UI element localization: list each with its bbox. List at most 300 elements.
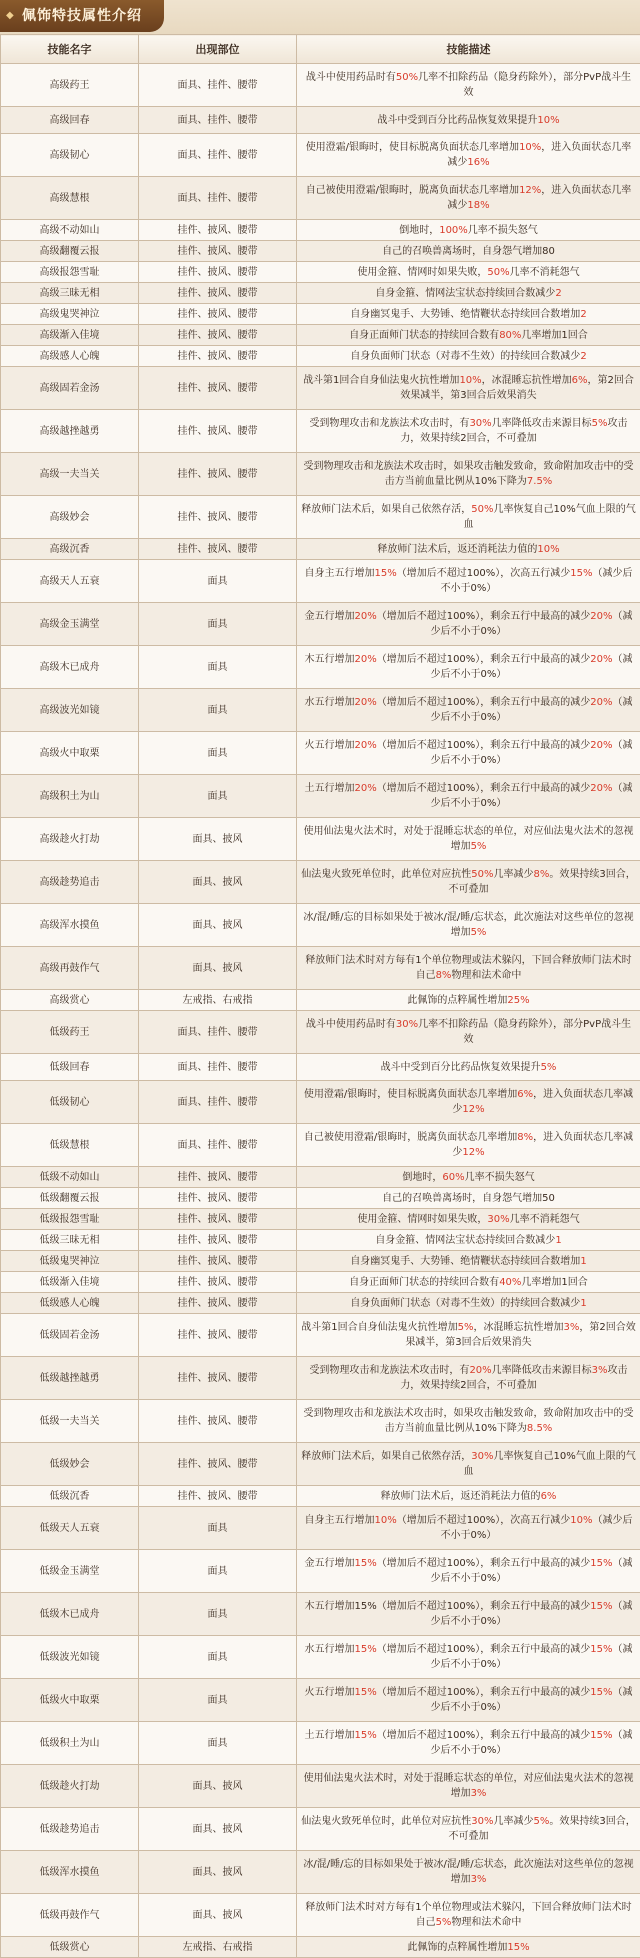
table-row [1,1357,640,1400]
table-row [1,1765,640,1808]
table-row [1,1851,640,1894]
skill-description [297,1593,640,1636]
highlight-value: 15% [590,1558,612,1569]
description-text: 受到物理攻击和龙族法术攻击时，有 [309,1365,469,1376]
description-text: 物理和法术命中 [451,970,521,981]
highlight-value: 6% [517,1089,533,1100]
highlight-value: 15% [590,1730,612,1741]
description-text: 自己的召唤兽离场时，自身怨气增加50 [382,1193,555,1204]
description-text: 几率不消耗怨气 [510,1214,580,1225]
skill-description [297,220,640,241]
highlight-value: 30% [487,1214,509,1225]
highlight-value: 25% [507,995,529,1006]
skill-location: 左戒指、右戒指 [139,990,297,1011]
highlight-value: 15% [590,1644,612,1655]
highlight-value: 15% [590,1601,612,1612]
skill-description [297,1054,640,1081]
skill-location: 挂件、披风、腰带 [139,1400,297,1443]
description-text: （减少后不小于0%） [431,783,633,809]
description-text: （增加后不超过100%），剩余五行中最高的减少 [377,740,591,751]
skill-name: 高级妙会 [1,496,139,539]
skill-location: 挂件、披风、腰带 [139,283,297,304]
description-text: 攻击力，效果持续2回合，不可叠加 [400,1365,627,1391]
description-text: 几率减少 [493,869,533,880]
description-text: 受到物理攻击和龙族法术攻击时，有 [309,418,469,429]
table-row [1,177,640,220]
header-skill-name: 技能名字 [1,35,139,64]
skill-name: 低级一夫当关 [1,1400,139,1443]
skill-description [297,1550,640,1593]
table-row [1,1679,640,1722]
highlight-value: 5% [471,927,487,938]
description-text: 倒地时， [402,1172,442,1183]
title-bar [0,0,640,34]
skill-location: 面具 [139,1507,297,1550]
description-text: 倒地时， [399,225,439,236]
skill-description [297,1486,640,1507]
skill-name: 高级金玉满堂 [1,603,139,646]
skill-name: 高级鬼哭神泣 [1,304,139,325]
description-text: 冰/混/睡/忘的目标如果处于被冰/混/睡/忘状态，此次施法对这些单位的忽视增加 [303,912,633,938]
skill-description [297,1272,640,1293]
skill-description [297,346,640,367]
table-row [1,220,640,241]
highlight-value: 15% [374,568,396,579]
skill-description [297,732,640,775]
highlight-value: 20% [354,697,376,708]
highlight-value: 20% [354,740,376,751]
description-text: 水五行增加 [304,1644,354,1655]
highlight-value: 20% [590,654,612,665]
highlight-value: 30% [471,1451,493,1462]
highlight-value: 20% [590,783,612,794]
skill-description [297,325,640,346]
description-text: 战斗中受到百分比药品恢复效果提升 [381,1062,541,1073]
skill-name: 高级渐入佳境 [1,325,139,346]
skill-description [297,1443,640,1486]
skill-name: 低级慧根 [1,1124,139,1167]
skill-location: 挂件、披风、腰带 [139,346,297,367]
skill-location: 面具、挂件、腰带 [139,1124,297,1167]
skill-description [297,134,640,177]
description-text: 自身负面师门状态（对毒不生效）的持续回合数减少 [350,351,580,362]
description-text: 受到物理攻击和龙族法术攻击时，如果攻击触发致命，致命附加攻击中的受击方当前血量比例从10%下降为 [304,1408,634,1434]
skill-location: 面具、披风 [139,904,297,947]
description-text: 此佩饰的点粹属性增加 [407,995,507,1006]
skill-description [297,177,640,220]
description-text: 仙法鬼火致死单位时，此单位对应抗性 [301,1816,471,1827]
skill-location: 挂件、披风、腰带 [139,1209,297,1230]
description-text: 物理和法术命中 [451,1917,521,1928]
skill-table [0,34,640,1958]
skill-description [297,1314,640,1357]
skill-description [297,1124,640,1167]
description-text: 几率恢复自己10%气血上限的气血 [464,1451,636,1477]
description-text: 使用金箍、情网时如果失败， [357,1214,487,1225]
description-text: 战斗第1回合自身仙法鬼火抗性增加 [301,1322,457,1333]
skill-name: 高级火中取栗 [1,732,139,775]
description-text: 使用澄霜/银晦时，使目标脱离负面状态几率增加 [306,142,519,153]
table-row [1,1124,640,1167]
table-row [1,1937,640,1958]
skill-location: 挂件、披风、腰带 [139,1167,297,1188]
skill-description [297,283,640,304]
skill-name: 低级木已成舟 [1,1593,139,1636]
skill-description [297,1808,640,1851]
highlight-value: 5% [533,1816,549,1827]
skill-location: 面具、披风 [139,1851,297,1894]
description-text: （增加后不超过100%），剩余五行中最高的减少 [377,697,591,708]
skill-name: 高级趁势追击 [1,861,139,904]
highlight-value: 7.5% [527,476,552,487]
table-row [1,1808,640,1851]
table-row [1,410,640,453]
highlight-value: 30% [471,1816,493,1827]
description-text: ，进入负面状态几率减少 [452,1132,633,1158]
highlight-value: 16% [467,157,489,168]
skill-name: 低级固若金汤 [1,1314,139,1357]
description-text: 自身正面师门状态的持续回合数有 [349,1277,499,1288]
table-row [1,1167,640,1188]
description-text: 战斗中使用药品时有 [306,72,396,83]
description-text: （减少后不小于0%） [431,1730,633,1756]
skill-description [297,1400,640,1443]
skill-description [297,1188,640,1209]
skill-description [297,990,640,1011]
skill-location: 挂件、披风、腰带 [139,453,297,496]
description-text: 几率不扣除药品（隐身药除外），部分PvP战斗生效 [418,72,631,98]
description-text: ，进入负面状态几率减少 [447,185,631,211]
skill-location: 面具、披风 [139,861,297,904]
description-text: （增加后不超过100%），剩余五行中最高的减少 [377,654,591,665]
description-text: 几率恢复自己10%气血上限的气血 [464,504,636,530]
skill-location: 面具 [139,1679,297,1722]
description-text: 释放师门法术后，如果自己依然存活， [301,504,471,515]
highlight-value: 10% [537,115,559,126]
skill-name: 低级趁势追击 [1,1808,139,1851]
skill-name: 低级趁火打劫 [1,1765,139,1808]
skill-location: 挂件、披风、腰带 [139,1251,297,1272]
skill-name: 低级天人五衰 [1,1507,139,1550]
skill-description [297,1937,640,1958]
description-text: 土五行增加 [304,1730,354,1741]
skill-name: 低级回春 [1,1054,139,1081]
skill-description [297,689,640,732]
skill-location: 挂件、披风、腰带 [139,220,297,241]
highlight-value: 20% [590,740,612,751]
table-row [1,134,640,177]
description-text: 自身正面师门状态的持续回合数有 [349,330,499,341]
skill-description [297,1357,640,1400]
table-row [1,947,640,990]
skill-name: 低级渐入佳境 [1,1272,139,1293]
highlight-value: 20% [590,697,612,708]
description-text: 几率不损失怒气 [468,225,538,236]
description-text: 金五行增加 [304,611,354,622]
highlight-value: 8% [517,1132,533,1143]
highlight-value: 3% [471,1788,487,1799]
description-text: （增加后不超过100%），剩余五行中最高的减少 [377,1730,591,1741]
table-row [1,818,640,861]
skill-description [297,646,640,689]
skill-location: 面具 [139,603,297,646]
description-text: 自身金箍、情网法宝状态持续回合数减少 [375,288,555,299]
highlight-value: 12% [462,1147,484,1158]
table-row [1,367,640,410]
highlight-value: 100% [439,225,468,236]
skill-location: 面具、挂件、腰带 [139,134,297,177]
skill-location: 面具、披风 [139,818,297,861]
skill-description [297,603,640,646]
highlight-value: 5% [592,418,608,429]
table-row [1,283,640,304]
table-row [1,1550,640,1593]
description-text: 自身主五行增加 [304,568,374,579]
skill-description [297,947,640,990]
skill-name: 低级报怨雪耻 [1,1209,139,1230]
table-row [1,603,640,646]
table-row [1,262,640,283]
skill-location: 面具、披风 [139,1808,297,1851]
skill-name: 低级再鼓作气 [1,1894,139,1937]
skill-description [297,241,640,262]
description-text: （减少后不小于0%） [431,611,633,637]
page-title: ◆ 佩饰特技属性介绍 [0,0,164,32]
description-text: 自身负面师门状态（对毒不生效）的持续回合数减少 [350,1298,580,1309]
skill-name: 高级波光如镜 [1,689,139,732]
description-text: 几率增加1回合 [521,1277,587,1288]
table-row [1,1272,640,1293]
highlight-value: 20% [354,611,376,622]
table-header-row [1,35,640,64]
table-row [1,304,640,325]
skill-location: 面具、挂件、腰带 [139,177,297,220]
description-text: 此佩饰的点粹属性增加 [407,1942,507,1953]
description-text: 自己被使用澄霜/银晦时，脱离负面状态几率增加 [306,185,519,196]
description-text: 自身金箍、情网法宝状态持续回合数减少 [375,1235,555,1246]
description-text: 水五行增加 [304,697,354,708]
highlight-value: 5% [436,1917,452,1928]
table-row [1,1507,640,1550]
highlight-value: 3% [564,1322,580,1333]
skill-description [297,1507,640,1550]
skill-name: 高级三昧无相 [1,283,139,304]
skill-location: 挂件、披风、腰带 [139,304,297,325]
highlight-value: 12% [519,185,541,196]
description-text: （增加后不超过100%），剩余五行中最高的减少 [377,783,591,794]
skill-name: 高级韧心 [1,134,139,177]
highlight-value: 20% [354,783,376,794]
description-text: 土五行增加 [304,783,354,794]
description-text: 释放师门法术后，返还消耗法力值的 [381,1491,541,1502]
description-text: 使用澄霜/银晦时，使目标脱离负面状态几率增加 [304,1089,517,1100]
description-text: 战斗第1回合自身仙法鬼火抗性增加 [303,375,459,386]
skill-description [297,1011,640,1054]
description-text: 释放师门法术后，如果自己依然存活， [301,1451,471,1462]
table-row [1,1636,640,1679]
skill-name: 高级趁火打劫 [1,818,139,861]
skill-description [297,1722,640,1765]
table-row [1,1054,640,1081]
description-text: 。效果持续3回合，不可叠加 [449,1816,636,1842]
skill-name: 高级木已成舟 [1,646,139,689]
skill-description [297,1636,640,1679]
skill-description [297,1081,640,1124]
skill-location: 面具 [139,1636,297,1679]
skill-description [297,818,640,861]
description-text: （减少后不小于0%） [431,1687,633,1713]
skill-name: 高级固若金汤 [1,367,139,410]
skill-name: 高级沉香 [1,539,139,560]
highlight-value: 5% [471,841,487,852]
description-text: 几率减少 [493,1816,533,1827]
highlight-value: 15% [354,1687,376,1698]
skill-name: 高级感人心魄 [1,346,139,367]
skill-name: 低级三昧无相 [1,1230,139,1251]
highlight-value: 1 [555,1235,561,1246]
highlight-value: 1 [580,1298,586,1309]
skill-location: 面具 [139,646,297,689]
skill-name: 低级感人心魄 [1,1293,139,1314]
description-text: （减少后不小于0%） [431,654,633,680]
highlight-value: 15% [570,568,592,579]
table-row [1,1209,640,1230]
skill-name: 低级越挫越勇 [1,1357,139,1400]
skill-location: 面具、披风 [139,1765,297,1808]
description-text: （减少后不小于0%） [431,740,633,766]
skill-description [297,539,640,560]
skill-name: 高级赏心 [1,990,139,1011]
skill-name: 高级回春 [1,107,139,134]
table-row [1,241,640,262]
description-text: 战斗中使用药品时有 [306,1019,396,1030]
skill-location: 挂件、披风、腰带 [139,496,297,539]
description-text: 受到物理攻击和龙族法术攻击时，如果攻击触发致命，致命附加攻击中的受击方当前血量比例从10%下降为 [304,461,634,487]
description-text: 冰/混/睡/忘的目标如果处于被冰/混/睡/忘状态，此次施法对这些单位的忽视增加 [303,1859,633,1885]
highlight-value: 8% [533,869,549,880]
skill-location: 挂件、披风、腰带 [139,262,297,283]
highlight-value: 20% [469,1365,491,1376]
skill-name: 高级浑水摸鱼 [1,904,139,947]
skill-description [297,861,640,904]
description-text: ，冰混睡忘抗性增加 [482,375,572,386]
description-text: 几率不损失怒气 [465,1172,535,1183]
description-text: 使用仙法鬼火法术时，对处于混睡忘状态的单位，对应仙法鬼火法术的忽视增加 [304,826,634,852]
highlight-value: 3% [592,1365,608,1376]
skill-description [297,1230,640,1251]
highlight-value: 15% [590,1687,612,1698]
skill-location: 左戒指、右戒指 [139,1937,297,1958]
highlight-value: 30% [469,418,491,429]
table-row [1,1722,640,1765]
skill-location: 面具、挂件、腰带 [139,1081,297,1124]
description-text: （减少后不小于0%） [441,568,633,594]
skill-description [297,1765,640,1808]
highlight-value: 20% [590,611,612,622]
skill-description [297,304,640,325]
description-text: （增加后不超过100%），次高五行减少 [397,1515,571,1526]
description-text: 自身幽冥鬼手、大势锤、绝情鞭状态持续回合数增加 [350,309,580,320]
description-text: 战斗中受到百分比药品恢复效果提升 [377,115,537,126]
table-row [1,496,640,539]
skill-description [297,775,640,818]
highlight-value: 12% [462,1104,484,1115]
skill-name: 低级韧心 [1,1081,139,1124]
table-row [1,453,640,496]
description-text: ，进入负面状态几率减少 [452,1089,633,1115]
table-row [1,1081,640,1124]
skill-name: 高级天人五衰 [1,560,139,603]
description-text: 木五行增加15%（增加后不超过100%），剩余五行中最高的减少 [304,1601,590,1612]
description-text: 释放师门法术时对方每有1个单位物理或法术躲闪，下回合释放师门法术时自己 [305,1902,631,1928]
description-text: （减少后不小于0%） [431,1558,633,1584]
skill-location: 挂件、披风、腰带 [139,1357,297,1400]
skill-location: 挂件、披风、腰带 [139,367,297,410]
skill-location: 挂件、披风、腰带 [139,1230,297,1251]
highlight-value: 6% [572,375,588,386]
skill-name: 低级妙会 [1,1443,139,1486]
description-text: 火五行增加 [304,1687,354,1698]
skill-description [297,1167,640,1188]
description-text: （增加后不超过100%），剩余五行中最高的减少 [377,1558,591,1569]
skill-location: 挂件、披风、腰带 [139,325,297,346]
skill-description [297,904,640,947]
description-text: 使用仙法鬼火法术时，对处于混睡忘状态的单位，对应仙法鬼火法术的忽视增加 [304,1773,634,1799]
description-text: （增加后不超过100%），剩余五行中最高的减少 [377,1687,591,1698]
table-row [1,861,640,904]
skill-location: 面具、披风 [139,1894,297,1937]
highlight-value: 10% [459,375,481,386]
highlight-value: 50% [487,267,509,278]
skill-description [297,1293,640,1314]
highlight-value: 50% [471,869,493,880]
highlight-value: 30% [396,1019,418,1030]
skill-location: 面具、披风 [139,947,297,990]
description-text: 火五行增加 [304,740,354,751]
highlight-value: 15% [354,1558,376,1569]
table-row [1,539,640,560]
highlight-value: 1 [580,1256,586,1267]
description-text: 自己被使用澄霜/银晦时，脱离负面状态几率增加 [304,1132,517,1143]
table-row [1,107,640,134]
table-row [1,1593,640,1636]
skill-location: 面具 [139,560,297,603]
skill-description [297,1851,640,1894]
description-text: 释放师门法术后，返还消耗法力值的 [377,544,537,555]
skill-description [297,453,640,496]
highlight-value: 2 [580,309,586,320]
header-description: 技能描述 [297,35,640,64]
description-text: 释放师门法术时对方每有1个单位物理或法术躲闪，下回合释放师门法术时自己 [305,955,631,981]
skill-location: 面具、挂件、腰带 [139,1011,297,1054]
highlight-value: 18% [467,200,489,211]
table-row [1,1251,640,1272]
highlight-value: 3% [471,1874,487,1885]
skill-location: 挂件、披风、腰带 [139,241,297,262]
description-text: ，第2回合效果减半，第3回合后效果消失 [400,375,634,401]
skill-location: 挂件、披风、腰带 [139,1314,297,1357]
table-body [1,64,640,1958]
table-row [1,560,640,603]
skill-name: 低级金玉满堂 [1,1550,139,1593]
header-location: 出现部位 [139,35,297,64]
table-row [1,1011,640,1054]
highlight-value: 10% [570,1515,592,1526]
table-row [1,1894,640,1937]
table-row [1,1400,640,1443]
table-row [1,346,640,367]
highlight-value: 10% [537,544,559,555]
